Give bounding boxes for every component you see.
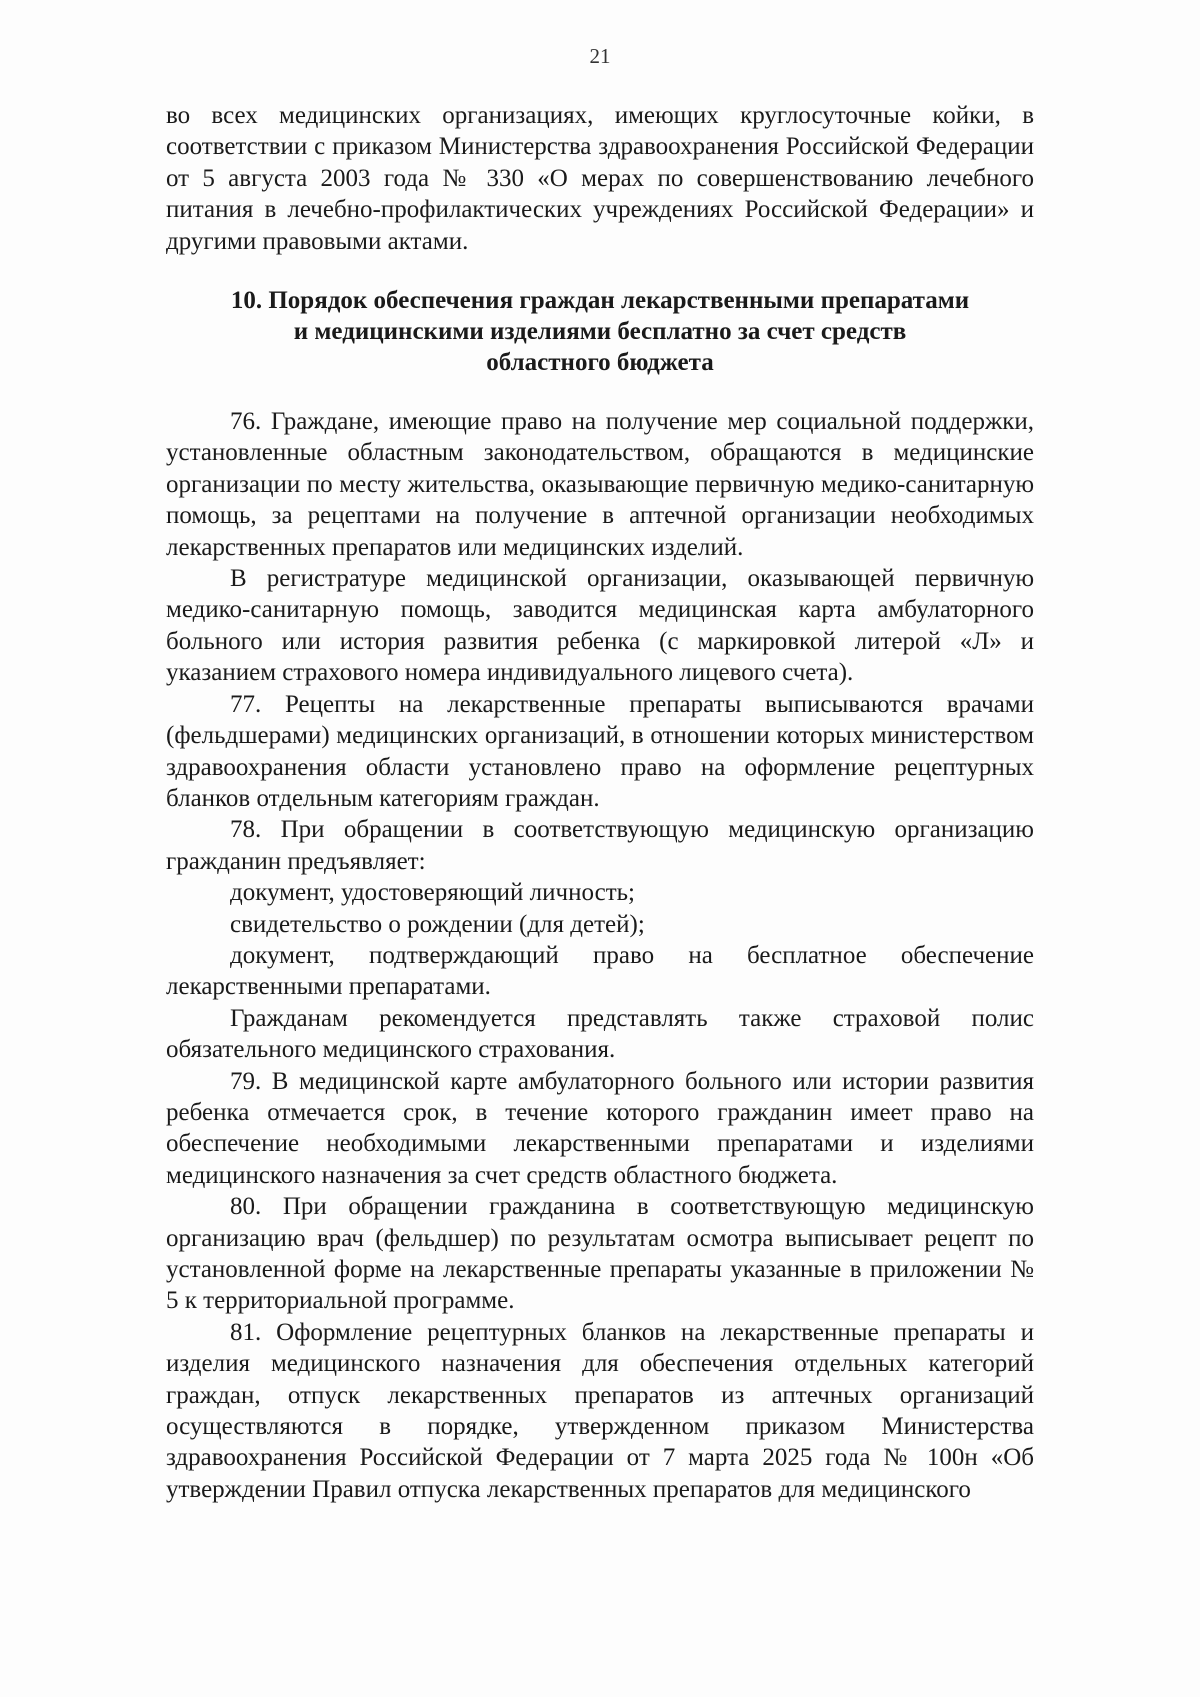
paragraph-78-recommend: Гражданам рекомендуется представлять также страховой полис обязательного медицинского страхования.	[166, 1004, 1034, 1064]
section-title-line-2: и медицинскими изделиями бесплатно за счет средств	[293, 318, 907, 346]
paragraph-81: 81. Оформление рецептурных бланков на лекарственные препараты и изделия медицинского назначения для обеспечения отдельных категорий граждан, отпуск лекарственных препаратов из аптечных организаций осуществляются в порядке, утвержденном приказом Министерства здравоохранения Российской Федерации от 7 марта 2025 года № 100н «Об утверждении Правил отпуска лекарственных препаратов для медицинского	[166, 1318, 1034, 1503]
paragraph-79: 79. В медицинской карте амбулаторного больного или истории развития ребенка отмечается срок, в течение которого гражданин имеет право на обеспечение необходимыми лекарственными препаратами и изделиями медицинского назначения за счет средств областного бюджета.	[166, 1067, 1034, 1189]
paragraph-78: 78. При обращении в соответствующую медицинскую организацию гражданин предъявляет:	[166, 816, 1034, 875]
section-title-line-3: областного бюджета	[486, 349, 714, 377]
intro-paragraph: во всех медицинских организациях, имеющих круглосуточные койки, в соответствии с приказом Министерства здравоохранения Российской Федерации от 5 августа 2003 года № 330 «О мерах по совершенствованию лечебного питания в лечебно-профилактических учреждениях Российской Федерации» и другими правовыми актами.	[166, 102, 1034, 255]
paragraph-76: 76. Граждане, имеющие право на получение мер социальной поддержки, установленные областным законодательством, обращаются в медицинские организации по месту жительства, оказывающие первичную медико-санитарную помощь, за рецептами на получение в аптечной организации необходимых лекарственных препаратов или медицинских изделий.	[166, 408, 1034, 561]
paragraph-76-registry: В регистратуре медицинской организации, оказывающей первичную медико-санитарную помощь, заводится медицинская карта амбулаторного больного или история развития ребенка (с маркировкой литерой «Л» и указанием страхового номера индивидуального лицевого счета).	[166, 565, 1034, 687]
page-number: 21	[589, 44, 611, 68]
document-body	[166, 100, 1034, 1505]
list-item: документ, подтверждающий право на бесплатное обеспечение лекарственными препаратами.	[166, 941, 1034, 1001]
paragraph-80: 80. При обращении гражданина в соответствующую медицинскую организацию врач (фельдшер) по результатам осмотра выписывает рецепт по установленной форме на лекарственные препараты указанные в приложении № 5 к территориальной программе.	[166, 1193, 1034, 1315]
list-item: свидетельство о рождении (для детей);	[230, 910, 645, 938]
section-title	[166, 285, 1034, 378]
paragraph-77: 77. Рецепты на лекарственные препараты выписываются врачами (фельдшерами) медицинских организаций, в отношении которых министерством здравоохранения области установлено право на оформление рецептурных бланков отдельным категориям граждан.	[166, 690, 1034, 812]
section-title-line-1: 10. Порядок обеспечения граждан лекарственными препаратами	[230, 287, 970, 315]
list-item: документ, удостоверяющий личность;	[230, 879, 635, 907]
